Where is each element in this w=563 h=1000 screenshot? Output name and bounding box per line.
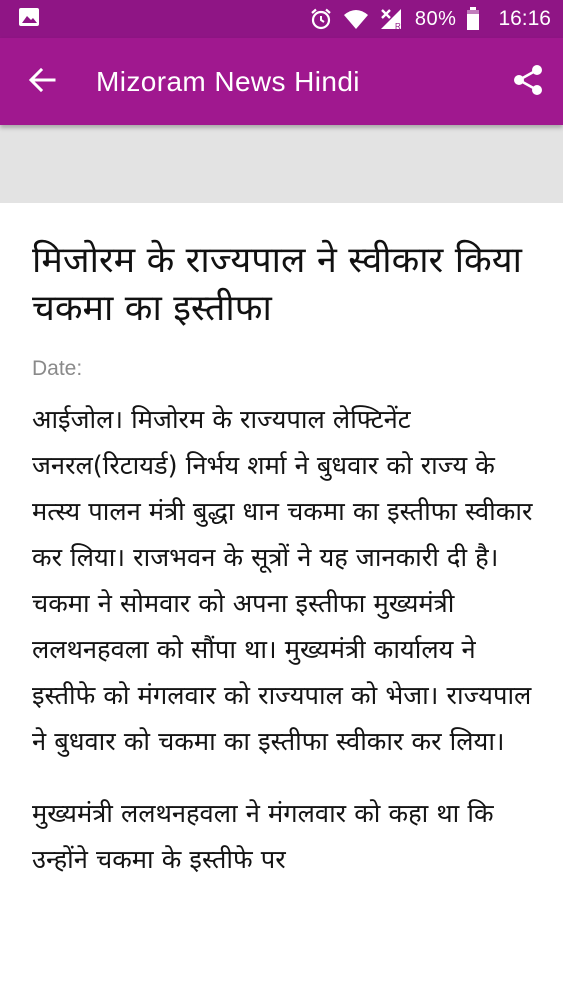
ad-banner[interactable]: [0, 125, 563, 203]
back-arrow-icon: [28, 66, 56, 98]
article-body: [32, 397, 542, 883]
battery-percent: 80%: [414, 7, 457, 30]
image-icon: [18, 7, 40, 31]
app-title: Mizoram News Hindi: [96, 65, 360, 97]
wifi-icon: [343, 8, 369, 30]
svg-text:R: R: [394, 22, 401, 31]
article-paragraph: आईजोल। मिजोरम के राज्यपाल लेफ्टिनेंट जनरल(रिटायर्ड) निर्भय शर्मा ने बुधवार को राज्य के मत्स्य पालन मंत्री बुद्धा धान चकमा का इस्तीफा स्वीकार कर लिया। राजभवन के सूत्रों ने यह जानकारी दी है। चकमा ने सोमवार को अपना इस्तीफा मुख्यमंत्री ललथनहवला को सौंपा था। मुख्यमंत्री कार्यालय ने इस्तीफे को मंगलवार को राज्यपाल को भेजा। राज्यपाल ने बुधवार को चकमा का इस्तीफा स्वीकार कर लिया।: [32, 405, 533, 757]
article-paragraph: मुख्यमंत्री ललथनहवला ने मंगलवार को कहा था कि उन्होंने चकमा के इस्तीफे पर: [32, 799, 494, 875]
article-headline: मिजोरम के राज्यपाल ने स्वीकार किया चकमा का इस्तीफा: [32, 240, 522, 329]
battery-icon: [466, 7, 480, 31]
article-date: Date:: [32, 357, 83, 380]
status-time: 16:16: [498, 7, 551, 30]
app-bar: [0, 38, 563, 125]
alarm-icon: [309, 7, 333, 31]
signal-icon: [379, 7, 405, 31]
share-button[interactable]: [493, 38, 563, 125]
status-bar: [0, 0, 563, 38]
back-button[interactable]: [0, 38, 88, 125]
article: [32, 203, 542, 883]
share-icon: [513, 64, 543, 100]
